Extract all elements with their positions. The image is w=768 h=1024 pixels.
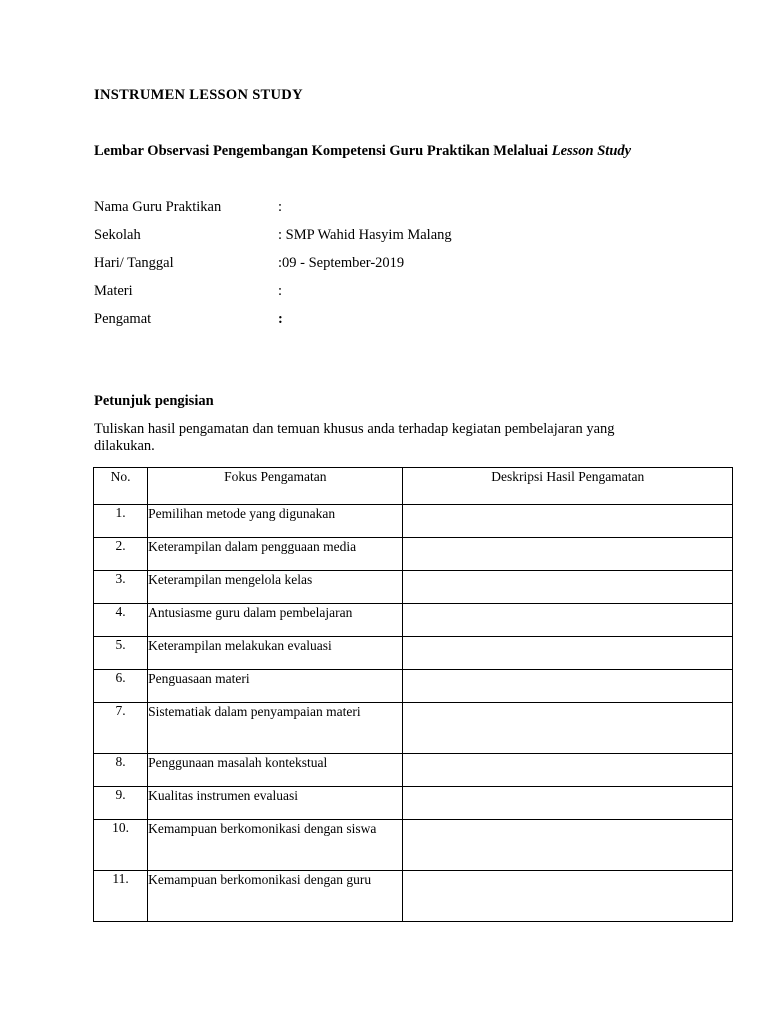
row-focus: Pemilihan metode yang digunakan: [148, 505, 403, 538]
row-description-cell[interactable]: [403, 787, 733, 820]
row-description-cell[interactable]: [403, 703, 733, 754]
row-number: 11.: [94, 871, 148, 922]
table-row: [94, 604, 733, 637]
row-description-cell[interactable]: [403, 871, 733, 922]
document-subtitle: [94, 143, 631, 160]
table-row: [94, 637, 733, 670]
table-row: [94, 754, 733, 787]
row-number: 5.: [94, 637, 148, 670]
row-description-cell[interactable]: [403, 604, 733, 637]
row-focus: Penguasaan materi: [148, 670, 403, 703]
field-value-sekolah: : SMP Wahid Hasyim Malang: [278, 227, 452, 243]
subtitle-italic-text: Lesson Study: [551, 143, 632, 159]
table-row: [94, 505, 733, 538]
row-description-cell[interactable]: [403, 505, 733, 538]
observation-table: [93, 467, 733, 922]
field-value-hari-tanggal: :09 - September-2019: [278, 255, 405, 271]
row-description-cell[interactable]: [403, 820, 733, 871]
field-label-hari-tanggal: Hari/ Tanggal: [94, 255, 174, 271]
table-header-row: [94, 468, 733, 505]
row-number: 7.: [94, 703, 148, 754]
table-row: [94, 571, 733, 604]
row-number: 10.: [94, 820, 148, 871]
table-row: [94, 670, 733, 703]
row-focus: Keterampilan mengelola kelas: [148, 571, 403, 604]
row-number: 3.: [94, 571, 148, 604]
row-description-cell[interactable]: [403, 754, 733, 787]
row-description-cell[interactable]: [403, 670, 733, 703]
field-label-pengamat: Pengamat: [94, 311, 152, 327]
row-focus: Sistematiak dalam penyampaian materi: [148, 703, 403, 754]
field-label-materi: Materi: [94, 283, 133, 299]
header-focus: Fokus Pengamatan: [148, 468, 403, 505]
row-number: 4.: [94, 604, 148, 637]
table-row: [94, 538, 733, 571]
row-focus: Keterampilan melakukan evaluasi: [148, 637, 403, 670]
row-number: 6.: [94, 670, 148, 703]
row-focus: Penggunaan masalah kontekstual: [148, 754, 403, 787]
table-row: [94, 871, 733, 922]
row-description-cell[interactable]: [403, 538, 733, 571]
table-row: [94, 703, 733, 754]
instructions-text: Tuliskan hasil pengamatan dan temuan khusus anda terhadap kegiatan pembelajaran yang dilakukan.: [94, 421, 615, 454]
row-description-cell[interactable]: [403, 637, 733, 670]
field-label-sekolah: Sekolah: [94, 227, 141, 243]
field-value-pengamat: :: [278, 311, 283, 327]
row-number: 2.: [94, 538, 148, 571]
subtitle-text: Lembar Observasi Pengembangan Kompetensi Guru Praktikan Melaluai: [94, 143, 552, 159]
row-focus: Antusiasme guru dalam pembelajaran: [148, 604, 403, 637]
header-description: Deskripsi Hasil Pengamatan: [403, 468, 733, 505]
header-no: No.: [94, 468, 148, 505]
field-value-materi: :: [278, 283, 283, 299]
row-focus: Keterampilan dalam pengguaan media: [148, 538, 403, 571]
field-label-nama-guru: Nama Guru Praktikan: [94, 199, 222, 215]
row-number: 9.: [94, 787, 148, 820]
table-row: [94, 787, 733, 820]
table-row: [94, 820, 733, 871]
row-description-cell[interactable]: [403, 571, 733, 604]
row-number: 8.: [94, 754, 148, 787]
row-focus: Kemampuan berkomonikasi dengan siswa: [148, 820, 403, 871]
row-focus: Kualitas instrumen evaluasi: [148, 787, 403, 820]
instructions-heading: Petunjuk pengisian: [94, 393, 214, 409]
field-value-nama-guru: :: [278, 199, 283, 215]
document-title: INSTRUMEN LESSON STUDY: [94, 87, 303, 103]
row-number: 1.: [94, 505, 148, 538]
row-focus: Kemampuan berkomonikasi dengan guru: [148, 871, 403, 922]
